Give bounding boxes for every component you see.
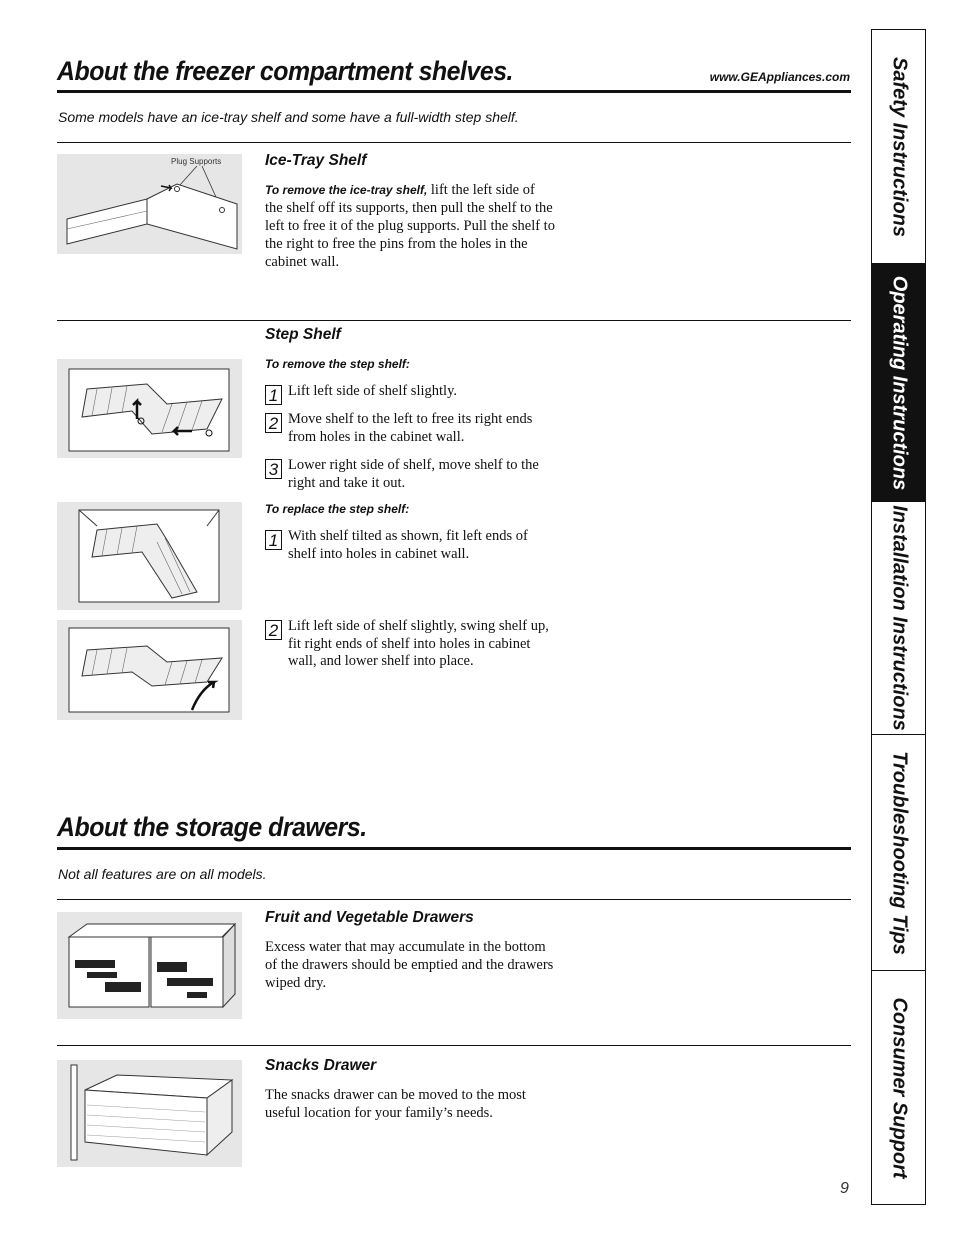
website-link[interactable]: www.GEAppliances.com [709,70,850,84]
replace-step-shelf-figure-2 [57,620,242,720]
step-text: Lift left side of shelf slightly. [288,383,458,399]
title-rule [57,847,851,850]
step-shelf-remove-illustration [57,359,242,458]
step-text: Lower right side of shelf, move shelf to the right and take it out. [288,457,539,491]
tab-label: Troubleshooting Tips [888,750,910,955]
storage-drawers-title: About the storage drawers. [57,812,367,842]
tab-label: Consumer Support [888,996,910,1179]
snacks-drawer-heading: Snacks Drawer [265,1057,377,1074]
page-number: 9 [840,1180,849,1197]
divider [57,899,851,900]
section-intro: Some models have an ice-tray shelf and some have a full-width step shelf. [58,109,519,125]
step-number: 3 [265,459,282,479]
ice-tray-body: lift the left side of the shelf off its supports, then pull the shelf to the left to free it of the plug supports. Pull the shelf to the right to free the pins from the holes in the cabinet wall. [265,182,555,270]
step-number: 2 [265,620,282,640]
ice-tray-shelf-figure [57,154,242,254]
plug-supports-label: Plug Supports [171,157,222,166]
tab-installation-instructions[interactable] [872,502,925,735]
page-title: About the freezer compartment shelves. [57,56,513,86]
replace-step-shelf-figure-1 [57,502,242,610]
tab-operating-instructions[interactable] [872,264,925,502]
step-shelf-install-illustration [57,620,242,720]
step-shelf-tilted-illustration [57,502,242,610]
ice-tray-shelf-instructions [265,181,555,271]
ice-tray-lead: To remove the ice-tray shelf, [265,183,428,197]
tab-consumer-support[interactable] [872,971,925,1204]
ice-tray-shelf-illustration [57,154,242,254]
snacks-drawer-text: The snacks drawer can be moved to the most useful location for your family’s needs. [265,1087,526,1121]
remove-step-shelf-heading: To remove the step shelf: [265,357,410,371]
tab-safety-instructions[interactable] [872,30,925,264]
tab-label: Safety Instructions [888,56,910,237]
replace-step-shelf-heading: To replace the step shelf: [265,502,410,516]
step-number: 1 [265,385,282,405]
divider [57,1045,851,1046]
fruit-vegetable-drawers-figure [57,912,242,1019]
tab-troubleshooting-tips[interactable] [872,735,925,971]
crisper-drawers-illustration [57,912,242,1019]
fruit-vegetable-drawers-text: Excess water that may accumulate in the bottom of the drawers should be emptied and the drawers wiped dry. [265,939,554,991]
tab-label: Installation Instructions [888,505,910,731]
title-rule [57,90,851,93]
step-text: With shelf tilted as shown, fit left ends of shelf into holes in cabinet wall. [288,528,528,562]
step-text: Lift left side of shelf slightly, swing shelf up, fit right ends of shelf into holes in cabinet wall, and lower shelf into place. [288,618,549,669]
ice-tray-shelf-heading: Ice-Tray Shelf [265,152,367,169]
storage-drawers-intro: Not all features are on all models. [58,866,267,882]
step-number: 1 [265,530,282,550]
snacks-drawer-illustration [57,1060,242,1167]
step-shelf-heading: Step Shelf [265,326,341,343]
divider [57,320,851,321]
step-number: 2 [265,413,282,433]
tab-label: Operating Instructions [888,275,910,490]
remove-step-shelf-figure [57,359,242,458]
snacks-drawer-figure [57,1060,242,1167]
section-tabs [871,29,926,1205]
divider [57,142,851,143]
fruit-vegetable-drawers-heading: Fruit and Vegetable Drawers [265,909,474,926]
step-text: Move shelf to the left to free its right ends from holes in the cabinet wall. [288,411,533,445]
